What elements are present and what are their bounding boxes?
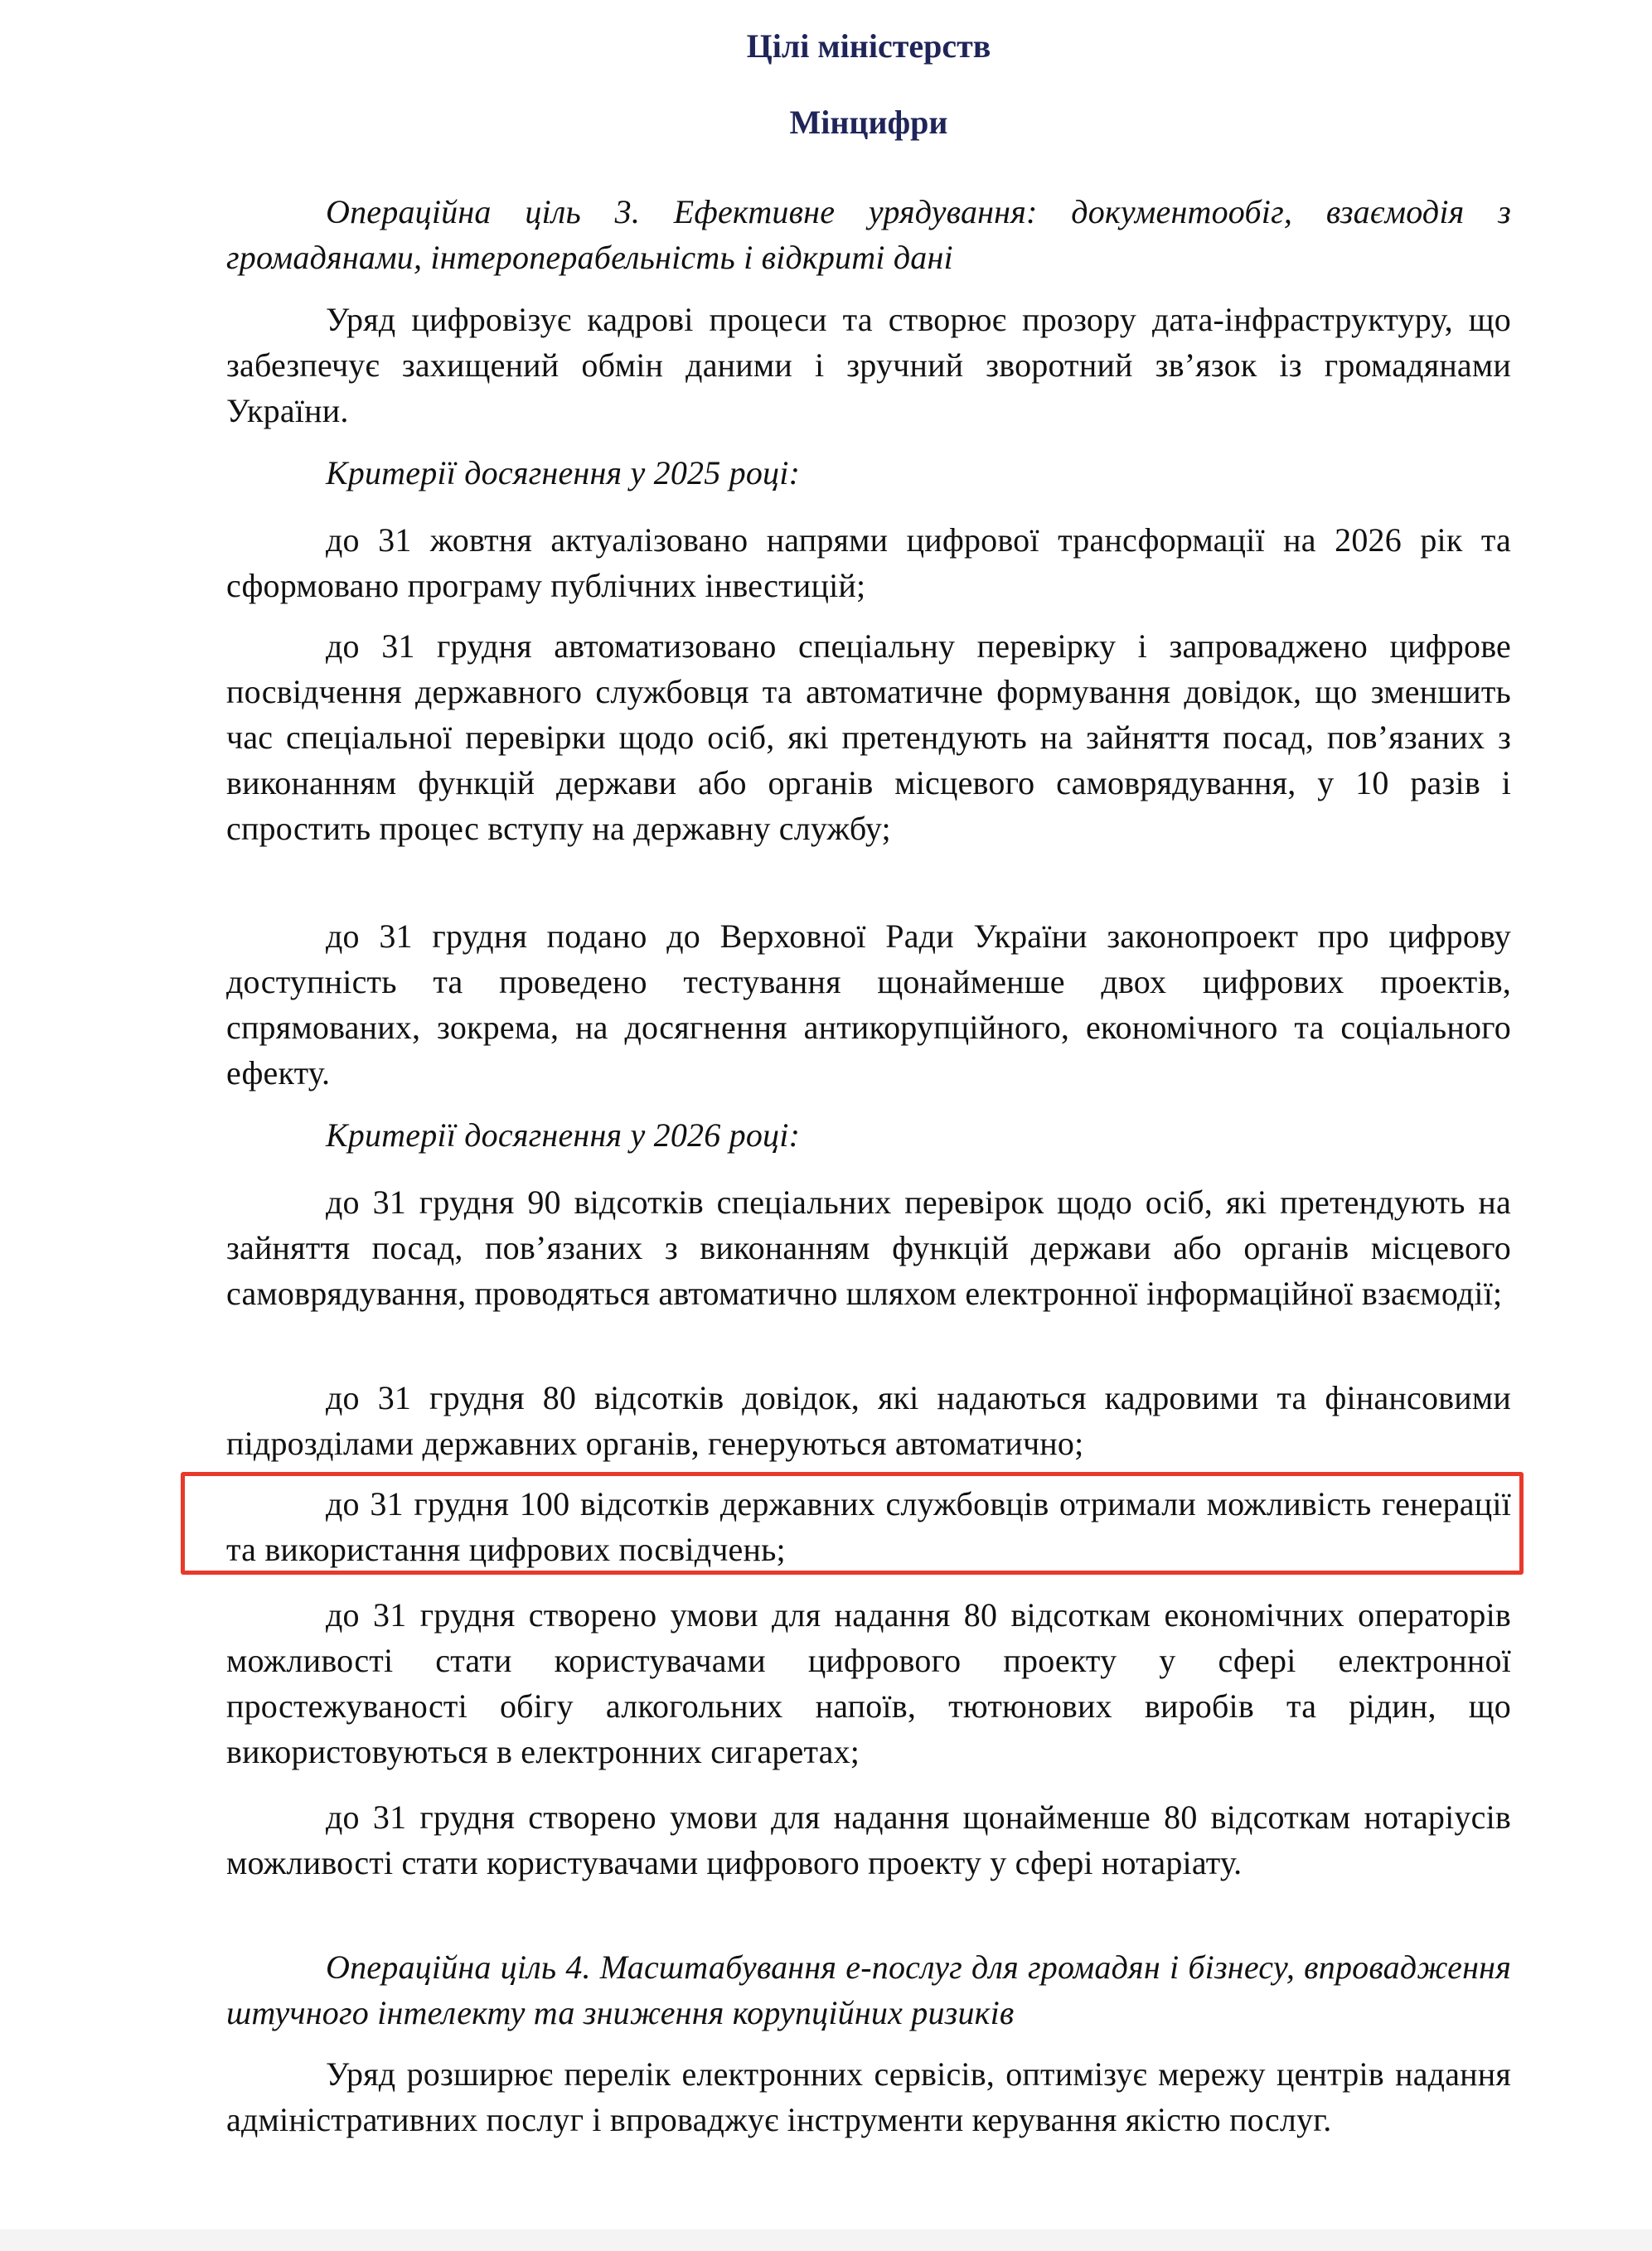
criterion-2026-item: до 31 грудня створено умови для надання 80 відсоткам економічних операторів можливості стати користувачами цифрового проекту у сфері електронної простежуваності обігу алкогольних напоїв, тютюнових виробів та рідин, що використовуються в електронних сигаретах; <box>226 1596 1511 1770</box>
criterion-2025-item: до 31 грудня подано до Верховної Ради України законопроект про цифрову доступність та проведено тестування щонайменше двох цифрових проектів, спрямованих, зокрема, на досягнення антикорупційного, економічного та соціального ефекту. <box>226 917 1511 1092</box>
criteria-2025-heading: Критерії досягнення у 2025 році: <box>326 454 801 491</box>
goal-3-description: Уряд цифровізує кадрові процеси та створює прозору дата-інфраструктуру, що забезпечує захищений обмін даними і зручний зворотний зв’язок із громадянами України. <box>226 301 1511 429</box>
highlighted-criterion: до 31 грудня 100 відсотків державних службовців отримали можливість генерації та використання цифрових посвідчень; <box>226 1485 1511 1568</box>
criterion-2025-item: до 31 грудня автоматизовано спеціальну перевірку і запроваджено цифрове посвідчення державного службовця та автоматичне формування довідок, що зменшить час спеціальної перевірки щодо осіб, які претендують на зайняття посад, пов’язаних з виконанням функцій держави або органів місцевого самоврядування, у 10 разів і спростить процес вступу на державну службу; <box>226 627 1511 847</box>
goal-4-description: Уряд розширює перелік електронних сервісів, оптимізує мережу центрів надання адміністративних послуг і впроваджує інструменти керування якістю послуг. <box>226 2055 1511 2138</box>
highlight-frame <box>181 1472 1524 1575</box>
operational-goal-3-title: Операційна ціль 3. Ефективне урядування: документообіг, взаємодія з громадянами, інтероперабельність і відкриті дані <box>226 193 1511 276</box>
ministry-title: Мінцифри <box>789 104 948 141</box>
page-bottom-edge <box>0 2229 1652 2251</box>
page-title: Цілі міністерств <box>746 27 991 65</box>
criterion-2026-item: до 31 грудня створено умови для надання щонайменше 80 відсоткам нотаріусів можливості стати користувачами цифрового проекту у сфері нотаріату. <box>226 1798 1511 1881</box>
criteria-2026-heading: Критерії досягнення у 2026 році: <box>326 1116 801 1154</box>
criterion-2025-item: до 31 жовтня актуалізовано напрями цифрової трансформації на 2026 рік та сформовано програму публічних інвестицій; <box>226 521 1511 604</box>
criterion-2026-item: до 31 грудня 90 відсотків спеціальних перевірок щодо осіб, які претендують на зайняття посад, пов’язаних з виконанням функцій держави або органів місцевого самоврядування, проводяться автоматично шляхом електронної інформаційної взаємодії; <box>226 1184 1511 1312</box>
criterion-2026-item: до 31 грудня 80 відсотків довідок, які надаються кадровими та фінансовими підрозділами державних органів, генеруються автоматично; <box>226 1379 1511 1462</box>
operational-goal-4-title: Операційна ціль 4. Масштабування е-послуг для громадян і бізнесу, впровадження штучного інтелекту та зниження корупційних ризиків <box>226 1948 1511 2031</box>
